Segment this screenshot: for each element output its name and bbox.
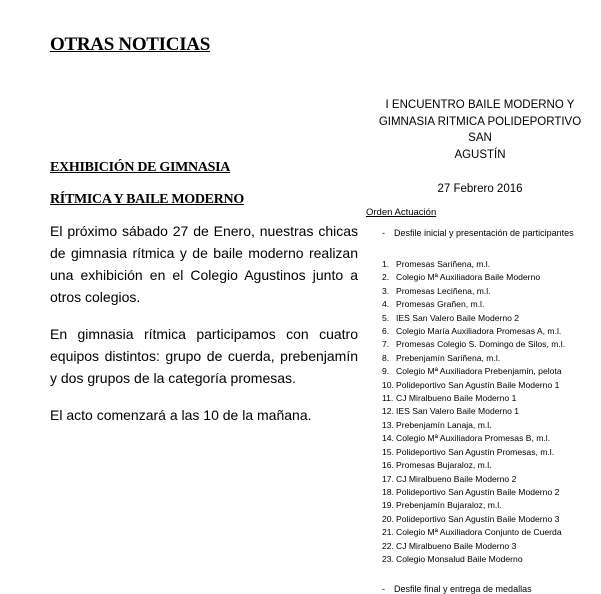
program-title-line: GIMNASIA RITMICA POLIDEPORTIVO SAN bbox=[378, 115, 582, 144]
act-item bbox=[366, 432, 594, 445]
article-paragraph: El próximo sábado 27 de Enero, nuestras chicas de gimnasia rítmica y de baile moderno realizan una exhibición en el Colegio Agustinos junto a otros colegios. bbox=[50, 223, 358, 305]
act-item bbox=[366, 540, 594, 553]
program-title-line: I ENCUENTRO BAILE MODERNO Y bbox=[385, 99, 575, 111]
act-item bbox=[366, 325, 594, 338]
act-name: Polideportivo San Agustín Baile Moderno 2 bbox=[396, 486, 560, 497]
act-name: IES San Valero Baile Moderno 1 bbox=[396, 406, 520, 417]
act-name: Colegio Mª Auxiliadora Prebenjamín, pelota bbox=[396, 366, 562, 377]
act-number: 18. bbox=[382, 486, 394, 497]
act-item bbox=[366, 352, 594, 365]
act-name: Colegio Mª Auxiliadora Baile Moderno bbox=[396, 272, 541, 283]
dash-bullet: - bbox=[382, 584, 385, 594]
act-item bbox=[366, 392, 594, 405]
act-name: Polideportivo San Agustín Baile Moderno 3 bbox=[396, 513, 560, 524]
act-name: Colegio Mª Auxiliadora Promesas B, m.l. bbox=[396, 433, 551, 444]
program-title bbox=[366, 97, 594, 163]
act-number: 6. bbox=[382, 326, 390, 337]
act-name: Colegio Mª Auxiliadora Conjunto de Cuerda bbox=[396, 527, 562, 538]
acts-list bbox=[366, 258, 594, 566]
act-number: 2. bbox=[382, 272, 390, 283]
act-number: 20. bbox=[382, 513, 394, 524]
act-number: 19. bbox=[382, 500, 394, 511]
article-paragraph: En gimnasia rítmica participamos con cuatro equipos distintos: grupo de cuerda, prebenjamín y dos grupos de la categoría promesas. bbox=[50, 326, 358, 386]
article-title-line2: RÍTMICA Y BAILE MODERNO bbox=[50, 192, 244, 207]
act-item bbox=[366, 379, 594, 392]
act-name: Colegio Monsalud Baile Moderno bbox=[396, 553, 523, 564]
act-number: 22. bbox=[382, 540, 394, 551]
act-item bbox=[366, 513, 594, 526]
program-title-line: AGUSTÍN bbox=[454, 148, 506, 161]
act-name: Promesas Colegio S. Domingo de Silos, m.l. bbox=[396, 339, 566, 350]
article-title-line1: EXHIBICIÓN DE GIMNASIA bbox=[50, 160, 231, 175]
act-item bbox=[366, 258, 594, 271]
act-name: Promesas Leciñena, m.l. bbox=[396, 285, 491, 296]
act-number: 10. bbox=[382, 379, 394, 390]
act-name: Prebenjamín Lanaja, m.l. bbox=[396, 419, 492, 430]
act-item bbox=[366, 298, 594, 311]
dash-bullet: - bbox=[382, 228, 385, 238]
act-number: 4. bbox=[382, 299, 390, 310]
act-number: 8. bbox=[382, 352, 390, 363]
act-number: 1. bbox=[382, 259, 390, 269]
section-heading: OTRAS NOTICIAS bbox=[50, 34, 210, 55]
act-item bbox=[366, 446, 594, 459]
closing-text: Desfile final y entrega de medallas bbox=[394, 584, 532, 594]
act-number: 11. bbox=[382, 393, 394, 404]
opening-item bbox=[382, 228, 594, 238]
act-name: CJ Miralbueno Baile Moderno 3 bbox=[396, 540, 517, 551]
act-number: 17. bbox=[382, 473, 394, 484]
act-name: CJ Miralbueno Baile Moderno 2 bbox=[396, 473, 517, 484]
act-item bbox=[366, 473, 594, 486]
act-name: CJ Miralbueno Baile Moderno 1 bbox=[396, 393, 517, 404]
act-name: IES San Valero Baile Moderno 2 bbox=[396, 312, 520, 323]
act-item bbox=[366, 338, 594, 351]
act-name: Polideportivo San Agustín Baile Moderno 1 bbox=[396, 379, 560, 390]
act-name: Promesas Grañen, m.l. bbox=[396, 299, 485, 310]
act-name: Colegio María Auxiliadora Promesas A, m.l. bbox=[396, 326, 562, 337]
act-item bbox=[366, 526, 594, 539]
opening-text: Desfile inicial y presentación de participantes bbox=[394, 228, 574, 238]
act-number: 23. bbox=[382, 553, 394, 564]
order-label: Orden Actuación bbox=[366, 207, 437, 218]
act-number: 15. bbox=[382, 446, 394, 457]
act-item bbox=[366, 459, 594, 472]
act-number: 5. bbox=[382, 312, 390, 323]
act-number: 16. bbox=[382, 460, 394, 471]
act-name: Prebenjamín Sariñena, m.l. bbox=[396, 352, 501, 363]
act-name: Promesas Bujaraloz, m.l. bbox=[396, 460, 492, 471]
act-item bbox=[366, 499, 594, 512]
act-number: 9. bbox=[382, 366, 390, 377]
program-date: 27 Febrero 2016 bbox=[437, 183, 523, 195]
act-number: 3. bbox=[382, 285, 390, 296]
act-item bbox=[366, 486, 594, 499]
act-number: 12. bbox=[382, 406, 394, 417]
act-name: Prebenjamín Bujaraloz, m.l. bbox=[396, 500, 502, 511]
act-item bbox=[366, 285, 594, 298]
act-item bbox=[366, 553, 594, 566]
act-name: Promesas Sariñena, m.l. bbox=[396, 259, 491, 269]
closing-item bbox=[382, 584, 594, 594]
program-sheet bbox=[366, 97, 594, 594]
act-number: 21. bbox=[382, 527, 394, 538]
act-item bbox=[366, 419, 594, 432]
act-name: Polideportivo San Agustín Promesas, m.l. bbox=[396, 446, 555, 457]
article-paragraph: El acto comenzará a las 10 de la mañana. bbox=[50, 407, 312, 423]
act-item bbox=[366, 312, 594, 325]
act-item bbox=[366, 271, 594, 284]
act-item bbox=[366, 365, 594, 378]
act-item bbox=[366, 405, 594, 418]
act-number: 13. bbox=[382, 419, 394, 430]
act-number: 14. bbox=[382, 433, 394, 444]
article-body bbox=[50, 220, 358, 441]
act-number: 7. bbox=[382, 339, 390, 350]
